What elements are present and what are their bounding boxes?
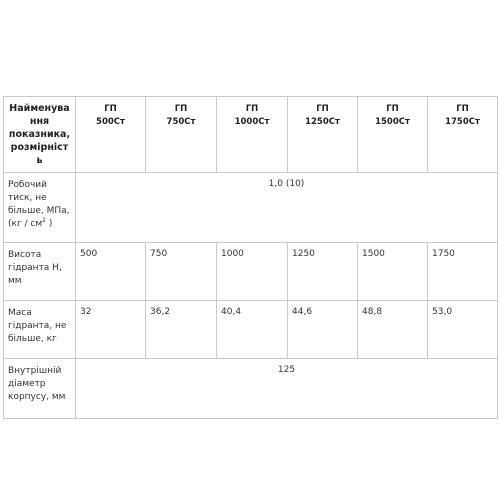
model-name: 1250Ст — [305, 117, 340, 127]
model-name: 750Ст — [166, 117, 196, 127]
row-label-cell — [4, 359, 76, 419]
table-row-mass — [4, 301, 498, 359]
row-label-cell — [4, 173, 76, 243]
header-row — [4, 97, 498, 173]
header-model-cell — [428, 97, 498, 173]
header-model-cell — [288, 97, 358, 173]
pressure-value-cell — [76, 173, 498, 243]
row-label-line: діаметр — [8, 379, 46, 389]
model-name: 1750Ст — [445, 117, 480, 127]
row-label-cell — [4, 301, 76, 359]
height-value-cell: 1250 — [288, 243, 358, 301]
height-value-cell: 750 — [146, 243, 217, 301]
mass-value-cell: 44,6 — [288, 301, 358, 359]
mass-value-cell: 36,2 — [146, 301, 217, 359]
height-value-cell: 1750 — [428, 243, 498, 301]
height-value-cell: 1500 — [358, 243, 428, 301]
diameter-value: 125 — [277, 365, 296, 375]
header-parameter-line: розмірність — [10, 142, 69, 166]
model-name: 1500Ст — [375, 117, 410, 127]
mass-value-cell: 53,0 — [428, 301, 498, 359]
row-label-line: гідранта Н, — [8, 263, 62, 273]
pressure-value: 1,0 (10) — [268, 179, 305, 189]
row-label-line: більше, МПа, — [8, 206, 70, 216]
model-prefix: ГП — [104, 104, 117, 114]
row-label-line: більше, кг — [8, 334, 57, 344]
table-row-pressure — [4, 173, 498, 243]
row-label-line: мм — [8, 276, 22, 286]
diameter-value-cell — [76, 359, 498, 419]
model-name: 1000Ст — [234, 117, 270, 127]
header-parameter-line: показника, — [8, 129, 71, 140]
row-label-line: тиск, не — [8, 193, 47, 203]
model-prefix: ГП — [316, 104, 329, 114]
height-value-cell: 1000 — [217, 243, 288, 301]
unit-superscript: 2 — [42, 217, 46, 224]
header-parameter-cell — [4, 97, 76, 173]
table-row-height — [4, 243, 498, 301]
hydrant-spec-table — [3, 96, 498, 419]
row-label-cell — [4, 243, 76, 301]
row-label-line: гідранта, не — [8, 321, 67, 331]
unit-prefix: (кг / см — [8, 219, 43, 229]
row-label-unit-line — [8, 218, 71, 231]
row-label-line: Маса — [8, 308, 32, 318]
row-label-line: Висота — [8, 250, 42, 260]
header-parameter-line: ння — [29, 116, 50, 127]
header-model-cell — [76, 97, 146, 173]
model-prefix: ГП — [174, 104, 188, 114]
row-label-line: корпусу, мм — [8, 392, 66, 402]
model-prefix: ГП — [456, 104, 469, 114]
model-prefix: ГП — [245, 104, 259, 114]
unit-suffix: ) — [46, 219, 53, 229]
model-name: 500Ст — [96, 117, 125, 127]
header-model-cell — [217, 97, 288, 173]
row-label-line: Робочий — [8, 180, 48, 190]
header-parameter-line: Найменува — [9, 103, 70, 114]
model-prefix: ГП — [386, 104, 399, 114]
mass-value-cell: 48,8 — [358, 301, 428, 359]
height-value-cell: 500 — [76, 243, 146, 301]
row-label-line: Внутрішній — [8, 366, 62, 376]
mass-value-cell: 32 — [76, 301, 146, 359]
table-row-diameter — [4, 359, 498, 419]
header-model-cell — [146, 97, 217, 173]
header-model-cell — [358, 97, 428, 173]
mass-value-cell: 40,4 — [217, 301, 288, 359]
